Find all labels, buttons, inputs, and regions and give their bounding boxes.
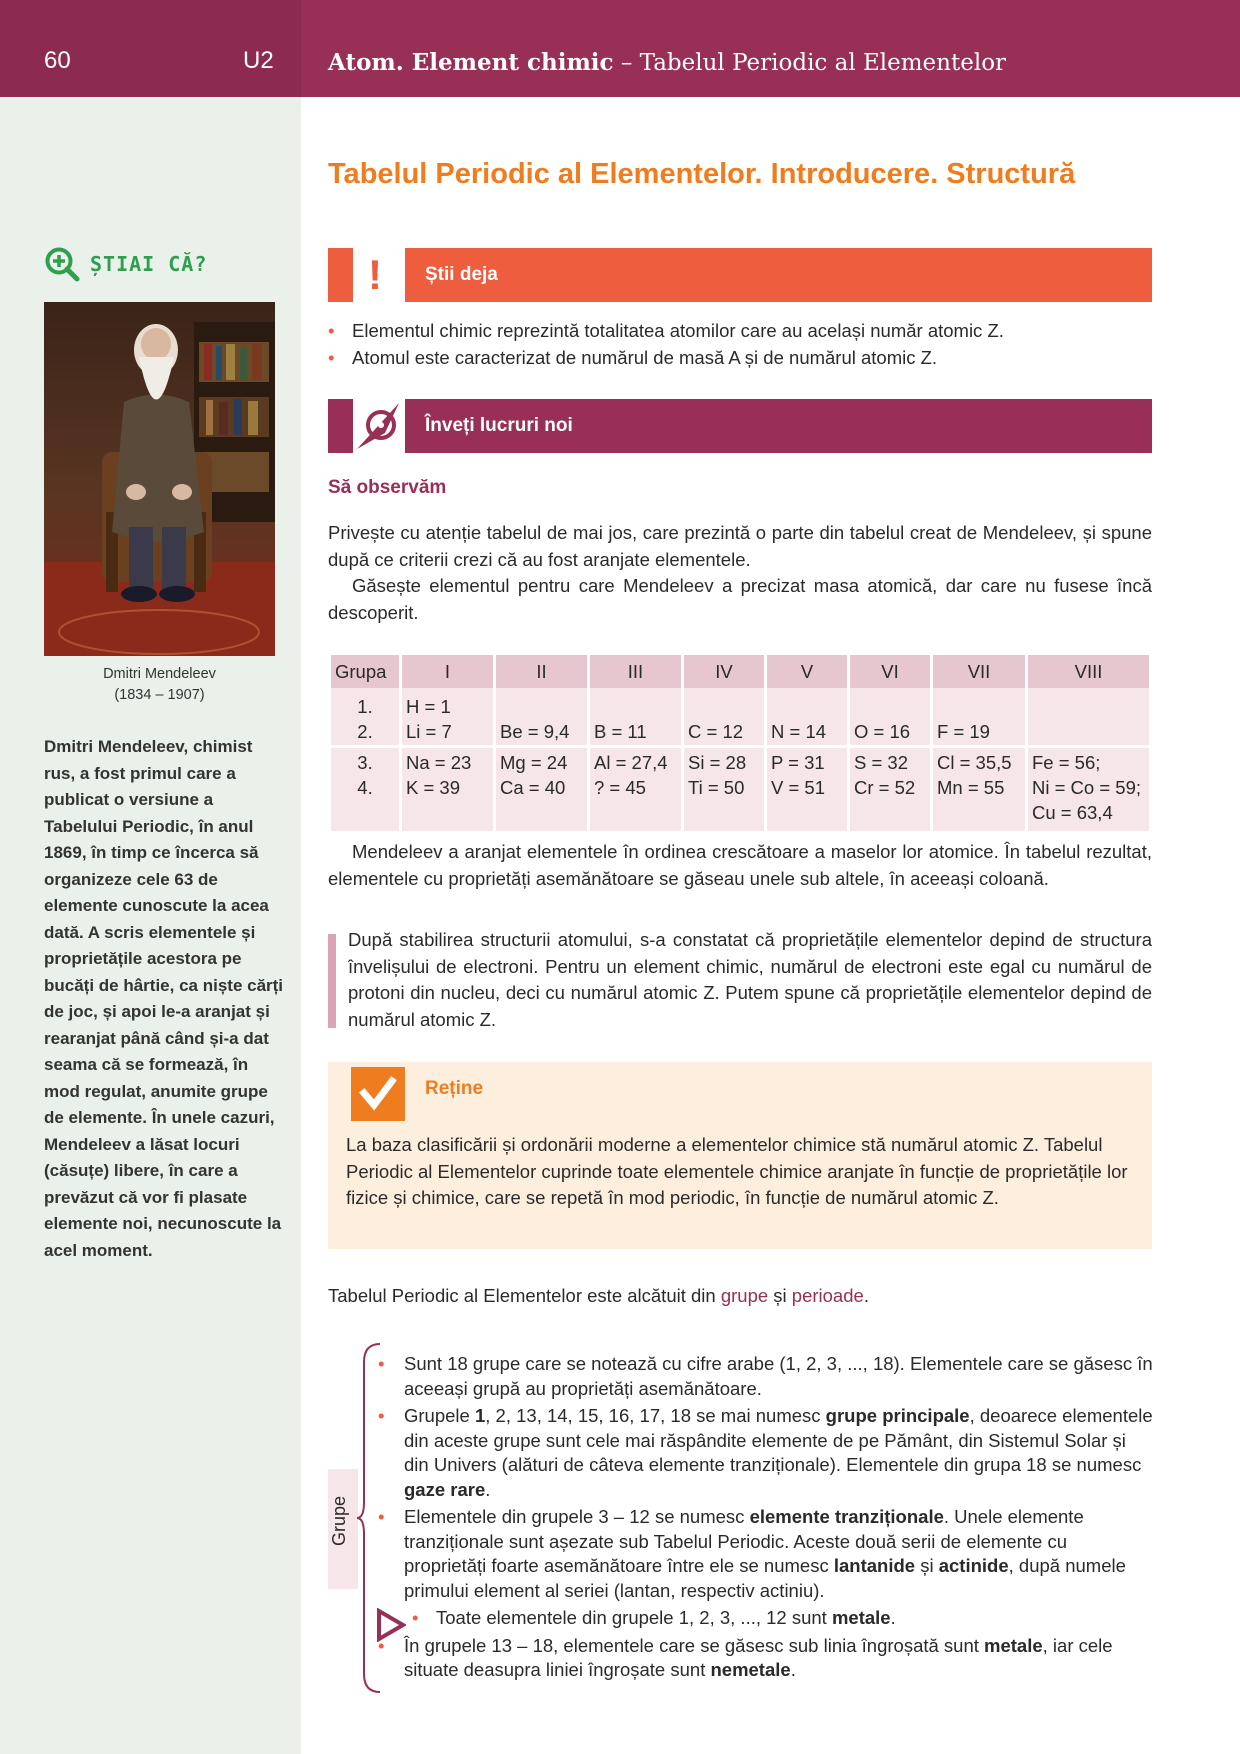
table-header: VII — [933, 655, 1025, 688]
bold-span: elemente tranziționale — [749, 1506, 944, 1527]
table-cell: Si = 28 Ti = 50 — [684, 745, 764, 831]
table-cell — [1028, 688, 1149, 745]
quote-bar — [328, 934, 336, 1028]
perioade-link[interactable]: perioade — [791, 1285, 864, 1306]
stii-deja-banner — [328, 248, 1152, 302]
mendeleev-photo — [44, 302, 275, 656]
table-row — [331, 688, 1149, 745]
exclamation-icon — [353, 248, 405, 302]
text-span: , 2, 13, 14, 15, 16, 17, 18 se mai numesc — [485, 1405, 826, 1426]
retine-text: La baza clasificării și ordonării moderne a elementelor chimice stă numărul atomic Z. Tabelul Periodic al Elementelor cuprinde toate elementele chimice aranjate în funcție de proprietățile lor fizice și chimice, care se repetă în mod periodic, în funcție de numărul atomic Z. — [346, 1134, 1128, 1208]
table-cell: Al = 27,4 ? = 45 — [590, 745, 681, 831]
exclamation-glyph: ! — [368, 251, 382, 298]
page-number: 60 — [44, 47, 71, 74]
text-span: . — [890, 1607, 896, 1628]
grupe-link[interactable]: grupe — [720, 1285, 769, 1306]
table-header: VIII — [1028, 655, 1149, 688]
table-cell: O = 16 — [850, 688, 930, 745]
structure-and: și — [768, 1285, 792, 1306]
table-header: IV — [684, 655, 764, 688]
compass-icon — [353, 399, 405, 453]
quote-text: După stabilirea structurii atomului, s-a constatat că proprietățile elementelor depind de structura învelișului de electroni. Pentru un element chimic, numărul de electroni este egal cu numărul de protoni din nucleu, deci cu numărul atomic Z. Putem spune că proprietățile elementelor depind de numărul atomic Z. — [348, 929, 1152, 1030]
table-header-row — [331, 655, 1149, 688]
list-item: • Sunt 18 grupe care se notează cu cifre arabe (1, 2, 3, ..., 18). Elementele care se găsesc în aceeași grupă au proprietăți asemănătoare. — [378, 1352, 1154, 1401]
table-cell: 3. 4. — [331, 745, 399, 831]
stii-deja-title: Știi deja — [405, 248, 1152, 302]
table-cell: Fe = 56; Ni = Co = 59; Cu = 63,4 — [1028, 745, 1149, 831]
list-item: • Elementul chimic reprezintă totalitatea atomilor care au același număr atomic Z. — [328, 317, 1152, 344]
table-cell: Be = 9,4 — [496, 688, 587, 745]
table-cell: 1. 2. — [331, 688, 399, 745]
photo-caption — [44, 664, 275, 706]
list-item — [378, 1505, 1154, 1603]
text-span: În grupele 13 – 18, elementele care se găsesc sub linia îngroșată sunt — [404, 1634, 985, 1656]
chapter-title-rest: – Tabelul Periodic al Elementelor — [613, 50, 1007, 76]
table-cell: H = 1 Li = 7 — [402, 688, 493, 745]
table-cell: Na = 23 K = 39 — [402, 745, 493, 831]
unit-label: U2 — [243, 47, 274, 74]
text-span: . — [790, 1659, 796, 1680]
chapter-title — [328, 49, 1006, 76]
header-right — [301, 0, 1240, 97]
table-header: V — [767, 655, 847, 688]
table-header: Grupa — [331, 655, 399, 688]
grupe-list — [378, 1352, 1154, 1686]
text-span: . — [485, 1478, 491, 1500]
inveti-banner — [328, 399, 1152, 453]
table-cell: Mg = 24 Ca = 40 — [496, 745, 587, 831]
list-item — [378, 1634, 1154, 1683]
table-cell: Cl = 35,5 Mn = 55 — [933, 745, 1025, 831]
text-span: . Unele elemente tranziționale sunt așezate sub Tabelul Periodic. Aceste două serii de elemente cu proprietăți foarte asemănătoare între ele se numesc — [404, 1506, 1084, 1576]
observe-paragraph-2: Găsește elementul pentru care Mendeleev a precizat masa atomică, dar care nu fusese încă descoperit. — [328, 575, 1152, 623]
table-header: VI — [850, 655, 930, 688]
stiai-heading — [44, 246, 207, 282]
mendeleev-table — [328, 655, 1152, 831]
header-left — [0, 0, 301, 97]
chapter-title-bold: Atom. Element chimic — [328, 49, 614, 76]
table-cell: S = 32 Cr = 52 — [850, 745, 930, 831]
stiai-label: ȘTIAI CĂ? — [90, 252, 208, 276]
bold-span: grupe principale — [825, 1405, 970, 1426]
list-item — [378, 1404, 1154, 1502]
table-header: II — [496, 655, 587, 688]
checkmark-icon — [351, 1067, 405, 1121]
bold-span: metale — [831, 1607, 891, 1628]
text-span: , după numele primului element al seriei (lantan, respectiv actiniu). — [404, 1555, 1126, 1601]
bold-span: actinide — [938, 1555, 1009, 1576]
text-span: Toate elementele din grupele 1, 2, 3, ..., 12 sunt — [436, 1607, 832, 1628]
grupe-label: Grupe — [329, 1495, 349, 1546]
retine-box — [328, 1062, 1152, 1249]
caption-years: (1834 – 1907) — [114, 687, 205, 703]
table-cell: C = 12 — [684, 688, 764, 745]
sa-observam-heading: Să observăm — [328, 477, 447, 498]
table-cell: B = 11 — [590, 688, 681, 745]
bold-span: metale — [984, 1634, 1043, 1656]
bold-span: lantanide — [833, 1555, 916, 1576]
table-cell: F = 19 — [933, 688, 1025, 745]
stii-deja-list — [328, 317, 1152, 371]
text-span: Elementele din grupele 3 – 12 se numesc — [404, 1506, 750, 1527]
structure-end: . — [863, 1285, 869, 1306]
zoom-plus-icon — [44, 246, 80, 282]
list-item: • Atomul este caracterizat de numărul de masă A și de numărul atomic Z. — [328, 344, 1152, 371]
observe-paragraph: Privește cu atenție tabelul de mai jos, care prezintă o parte din tabelul creat de Mendeleev, și spune după ce criterii crezi că au fost aranjate elementele. — [328, 522, 1152, 570]
retine-title: Reține — [425, 1078, 484, 1099]
structure-sentence — [328, 1283, 1152, 1310]
banner-stub — [328, 248, 353, 302]
table-header: III — [590, 655, 681, 688]
text-span: , iar cele situate deasupra liniei îngroșate sunt — [404, 1634, 1113, 1680]
text-span: Grupele — [404, 1405, 475, 1426]
banner-stub — [328, 399, 353, 453]
inveti-title: Înveți lucruri noi — [405, 399, 1152, 453]
table-header: I — [402, 655, 493, 688]
bold-span: nemetale — [710, 1659, 791, 1680]
bold-span: gaze rare — [404, 1478, 486, 1500]
list-item — [378, 1606, 1154, 1631]
table-cell: N = 14 — [767, 688, 847, 745]
lesson-title: Tabelul Periodic al Elementelor. Introducere. Structură — [328, 158, 1076, 190]
caption-name: Dmitri Mendeleev — [103, 666, 216, 682]
table-row — [331, 745, 1149, 831]
text-span: , deoarece elementele din aceste grupe sunt cele mai răspândite elemente de pe Pământ, din Sistemul Solar și din Univers (alături de câteva elemente tranziționale). Elementele din grupa 18 se numesc — [404, 1405, 1153, 1475]
mendeleev-paragraph: Mendeleev a aranjat elementele în ordinea crescătoare a maselor lor atomice. În tabelul rezultat, elementele cu proprietăți asemănătoare se găseau unele sub altele, în aceeași coloană. — [328, 841, 1152, 889]
table-cell: P = 31 V = 51 — [767, 745, 847, 831]
text-span: și — [915, 1555, 939, 1576]
sidebar-text: Dmitri Mendeleev, chimist rus, a fost primul care a publicat o versiune a Tabelului Periodic, în anul 1869, în timp ce încerca să organizeze cele 63 de elemente cunoscute la acea dată. A scris elementele și proprietățile acestora pe bucăți de hârtie, ca niște cărți de joc, și apoi le-a aranjat și rearanjat până când și-a dat seama că se formează, în mod regulat, anumite grupe de elemente. În unele cazuri, Mendeleev a lăsat locuri (căsuțe) libere, în care a prevăzut că vor fi plasate elemente noi, necunoscute la acel moment. — [44, 737, 284, 1260]
bold-span: 1 — [474, 1405, 486, 1426]
structure-text: Tabelul Periodic al Elementelor este alcătuit din — [328, 1285, 721, 1306]
